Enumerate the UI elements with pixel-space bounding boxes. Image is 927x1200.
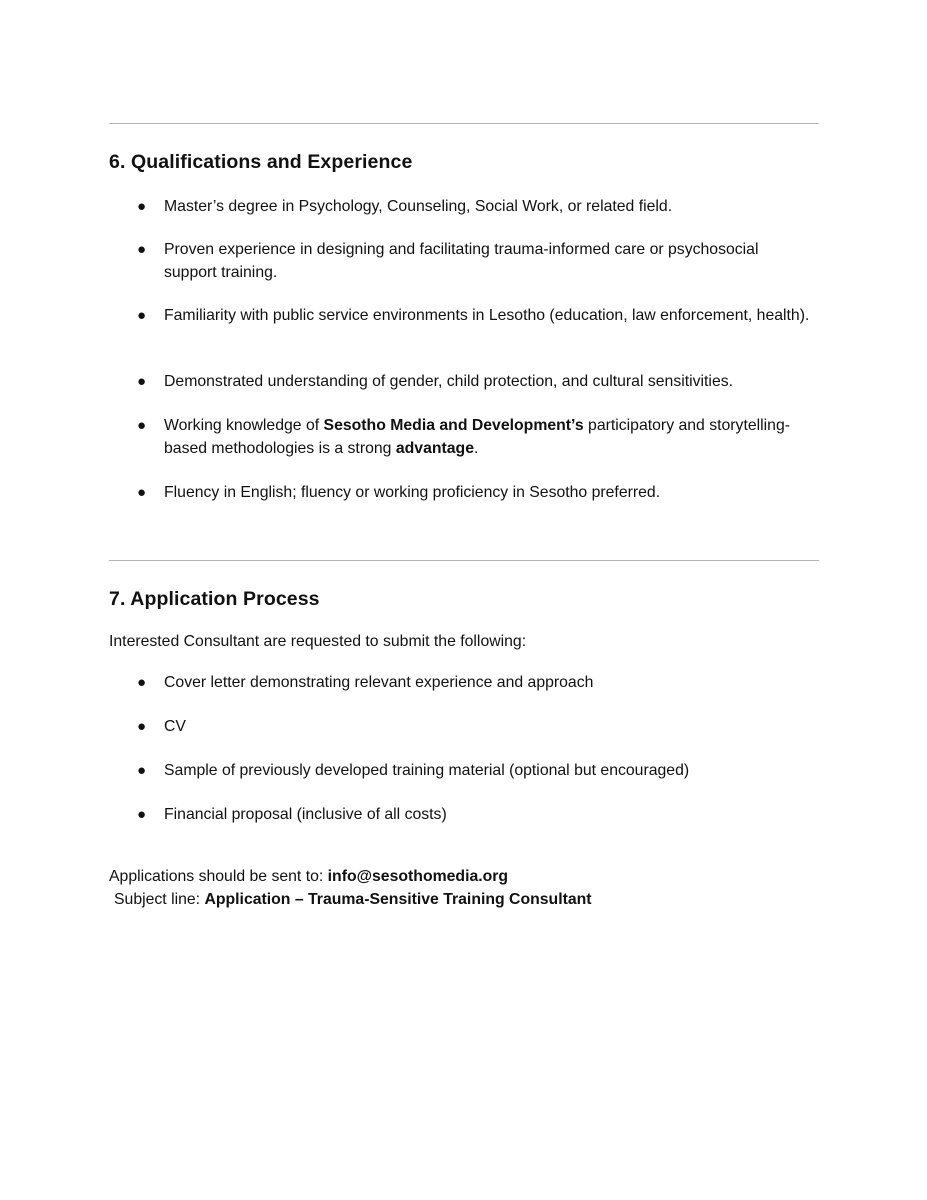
- bullet-dot: ●: [137, 198, 147, 215]
- subject-line: [114, 889, 592, 912]
- bullet-dot: ●: [137, 484, 147, 501]
- list-item-text: Master’s degree in Psychology, Counseling, Social Work, or related field.: [164, 198, 673, 215]
- list-item-text: Cover letter demonstrating relevant experience and approach: [164, 674, 594, 691]
- list-item-text: Proven experience in designing and facilitating trauma-informed care or psychosocial support training.: [164, 241, 759, 281]
- bullet-dot: ●: [137, 674, 147, 691]
- subject-value: Application – Trauma-Sensitive Training Consultant: [204, 891, 592, 908]
- application-intro: Interested Consultant are requested to submit the following:: [109, 633, 527, 650]
- list-item-text: Familiarity with public service environments in Lesotho (education, law enforcement, health).: [164, 307, 810, 324]
- bullet-dot: ●: [137, 417, 147, 434]
- text-run: Working knowledge of: [164, 417, 324, 434]
- bullet-dot: ●: [137, 241, 147, 258]
- bullet-dot: ●: [137, 307, 147, 324]
- application-email-line: [109, 866, 508, 889]
- section-6-heading: 6. Qualifications and Experience: [109, 151, 413, 173]
- list-item-text: Fluency in English; fluency or working proficiency in Sesotho preferred.: [164, 484, 661, 501]
- section-divider: [109, 123, 819, 124]
- text-run: participatory and storytelling-based methodologies is a strong: [164, 417, 790, 457]
- bullet-dot: ●: [137, 718, 147, 735]
- list-item-text: Demonstrated understanding of gender, child protection, and cultural sensitivities.: [164, 373, 734, 390]
- bullet-dot: ●: [137, 762, 147, 779]
- emphasis-text: advantage: [395, 439, 474, 457]
- list-item-text: Sample of previously developed training material (optional but encouraged): [164, 762, 690, 779]
- subject-label: Subject line:: [114, 891, 205, 908]
- organization-name: Sesotho Media and Development’s: [323, 417, 584, 434]
- section-divider: [109, 560, 819, 561]
- list-item-text: [164, 415, 814, 460]
- list-item-text: CV: [164, 718, 186, 735]
- contact-email[interactable]: info@sesothomedia.org: [327, 868, 509, 885]
- bullet-dot: ●: [137, 373, 147, 390]
- text-run: .: [473, 439, 479, 457]
- list-item-text: Financial proposal (inclusive of all costs): [164, 806, 447, 823]
- bullet-dot: ●: [137, 806, 147, 823]
- send-label: Applications should be sent to:: [109, 868, 328, 885]
- section-7-heading: 7. Application Process: [109, 588, 320, 610]
